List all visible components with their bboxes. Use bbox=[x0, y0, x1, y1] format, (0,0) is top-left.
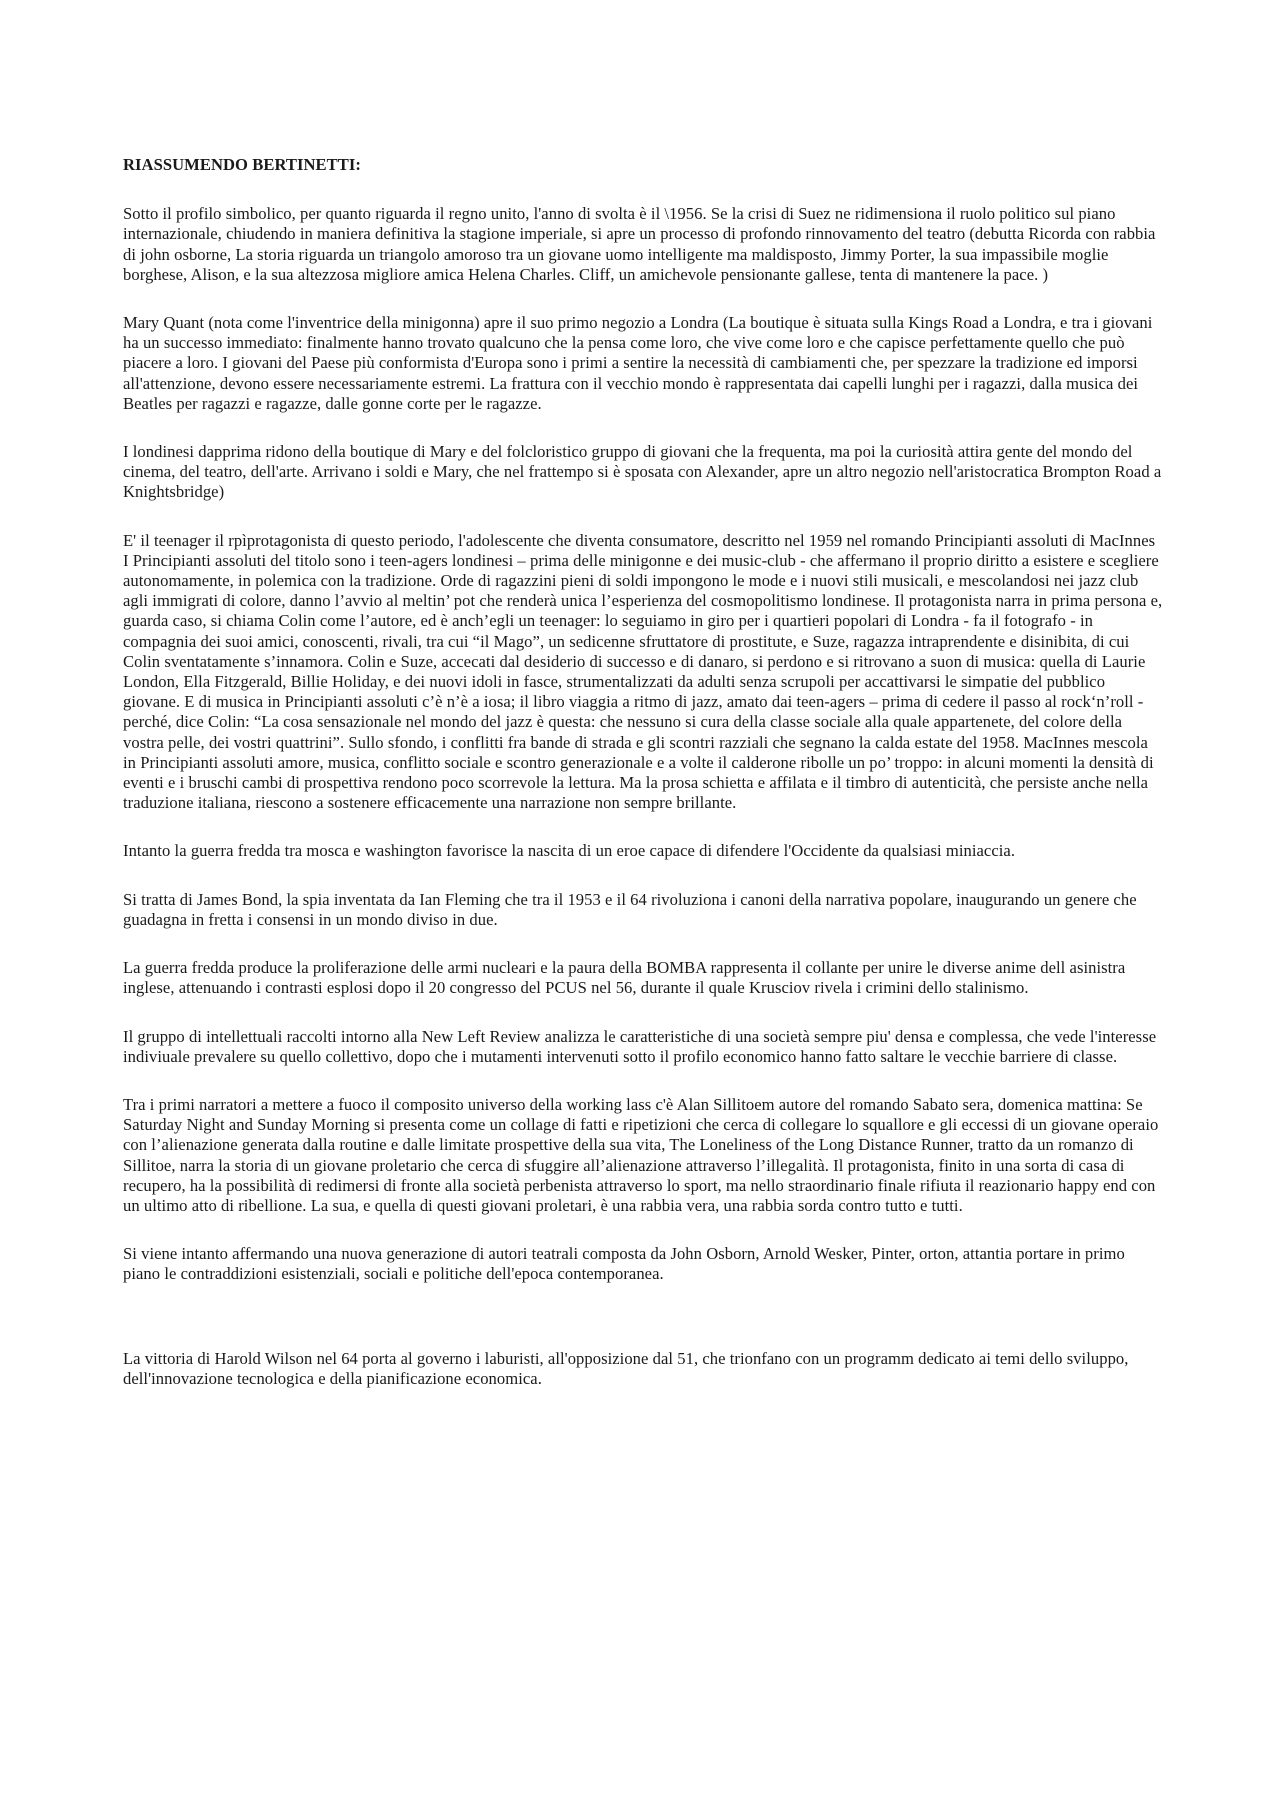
paragraph-new-left-review: Il gruppo di intellettuali raccolti intorno alla New Left Review analizza le caratteristiche di una società sempre piu' densa e complessa, che vede l'interesse indiviuale prevalere su quello collettivo, dopo che i mutamenti intervenuti sotto il profilo economico hanno fatto saltare le vecchie barriere di classe. bbox=[123, 1026, 1157, 1066]
paragraph-suez-1956: Sotto il profilo simbolico, per quanto riguarda il regno unito, l'anno di svolta è il \1956. Se la crisi di Suez ne ridimensiona il ruolo politico sul piano internazionale, chiudendo in maniera definitiva la stagione imperiale, si apre un processo di profondo rinnovamento del teatro (debutta Ricorda con rabbia di john osborne, La storia riguarda un triangolo amoroso tra un giovane uomo intelligente ma maldisposto, Jimmy Porter, la sua impassibile moglie borghese, Alison, e la sua altezzosa migliore amica Helena Charles. Cliff, un amichevole pensionante gallese, tenta di mantenere la pace. ) bbox=[123, 204, 1156, 284]
document-body bbox=[123, 155, 1163, 1417]
paragraph-guerra-fredda: Intanto la guerra fredda tra mosca e washington favorisce la nascita di un eroe capace di difendere l'Occidente da qualsiasi miniaccia. bbox=[123, 841, 1016, 861]
paragraph-harold-wilson: La vittoria di Harold Wilson nel 64 porta al governo i laburisti, all'opposizione dal 51, che trionfano con un programm dedicato ai temi dello sviluppo, dell'innovazione tecnologica e della pianificazione economica. bbox=[123, 1348, 1129, 1388]
paragraph-sillitoe: Tra i primi narratori a mettere a fuoco il composito universo della working lass c'è Alan Sillitoem autore del romando Sabato sera, domenica mattina: Se Saturday Night and Sunday Morning si presenta come un collage di fatti e ripetizioni che cerca di collegare lo squallore e gli eccessi di un giovane operaio con l’alienazione generata dalla routine e dalle limitate prospettive della sua vita, The Loneliness of the Long Distance Runner, tratto da un romanzo di Sillitoe, narra la storia di un giovane proletario che cerca di sfuggire all’alienazione attraverso l’illegalità. Il protagonista, finito in una sorta di casa di recupero, ha la possibilità di redimersi di fronte alla società perbenista attraverso lo sport, ma nello straordinario finale rifiuta il reazionario happy end con un ultimo atto di ribellione. La sua, e quella di questi giovani proletari, è una rabbia vera, una rabbia sorda contro tutto e tutti. bbox=[123, 1094, 1159, 1215]
paragraph-james-bond: Si tratta di James Bond, la spia inventata da Ian Fleming che tra il 1953 e il 64 rivoluziona i canoni della narrativa popolare, inaugurando un genere che guadagna in fretta i consensi in un mondo diviso in due. bbox=[123, 889, 1137, 929]
paragraph-londinesi: I londinesi dapprima ridono della boutique di Mary e del folcloristico gruppo di giovani che la frequenta, ma poi la curiosità attira gente del mondo del cinema, del teatro, dell'arte. Arrivano i soldi e Mary, che nel frattempo si è sposata con Alexander, apre un altro negozio nell'aristocratica Brompton Road a Knightsbridge) bbox=[123, 442, 1162, 502]
paragraph-mary-quant: Mary Quant (nota come l'inventrice della minigonna) apre il suo primo negozio a Londra (La boutique è situata sulla Kings Road a Londra, e tra i giovani ha un successo immediato: finalmente hanno trovato qualcuno che la pensa come loro, che vive come loro e che capisce perfettamente quello che può piacere a loro. I giovani del Paese più conformista d'Europa sono i primi a sentire la necessità di cambiamenti che, per spezzare la tradizione ed imporsi all'attenzione, devono essere necessariamente estremi. La frattura con il vecchio mondo è rappresentata dai capelli lunghi per i ragazzi, dalla musica dei Beatles per ragazzi e ragazze, dalle gonne corte per le ragazze. bbox=[123, 313, 1153, 413]
document-title: RIASSUMENDO BERTINETTI: bbox=[123, 155, 361, 174]
paragraph-teenager: E' il teenager il rpìprotagonista di questo periodo, l'adolescente che diventa consumatore, descritto nel 1959 nel romando Principianti assoluti di MacInnes I Principianti assoluti del titolo sono i teen-agers londinesi – prima delle minigonne e dei music-club - che affermano il proprio diritto a esistere e scegliere autonomamente, in polemica con la tradizione. Orde di ragazzini pieni di soldi impongono le mode e i nuovi stili musicali, e mescolandosi nei jazz club agli immigrati di colore, danno l’avvio al meltin’ pot che renderà unica l’esperienza del cosmopolitismo londinese. Il protagonista narra in prima persona e, guarda caso, si chiama Colin come l’autore, ed è anch’egli un teenager: lo seguiamo in giro per i quartieri popolari di Londra - fa il fotografo - in compagnia dei suoi amici, conoscenti, rivali, tra cui “il Mago”, un sedicenne sfruttatore di prostitute, e Suze, ragazza intraprendente e disinibita, di cui Colin sventatamente s’innamora. Colin e Suze, accecati dal desiderio di successo e di danaro, si perdono e si ritrovano a suon di musica: quella di Laurie London, Ella Fitzgerald, Billie Holiday, e dei nuovi idoli in fasce, strumentalizzati da adulti senza scrupoli per accattivarsi le simpatie del pubblico giovane. E di musica in Principianti assoluti c’è n’è a iosa; il libro viaggia a ritmo di jazz, amato dai teen-agers – prima di cedere il passo al rock‘n’roll - perché, dice Colin: “La cosa sensazionale nel mondo del jazz è questa: che nessuno si cura della classe sociale alla quale appartenete, del colore della vostra pelle, dei vostri quattrini”. Sullo sfondo, i conflitti fra bande di strada e gli scontri razziali che segnano la calda estate del 1958. MacInnes mescola in Principianti assoluti amore, musica, conflitto sociale e scontro generazionale e a volte il calderone ribolle un po’ troppo: in alcuni momenti la densità di eventi e i bruschi cambi di prospettiva rendono poco scorrevole la lettura. Ma la prosa schietta e affilata e il timbro di autenticità, che persiste anche nella traduzione italiana, riescono a sostenere efficacemente una narrazione non sempre brillante. bbox=[123, 530, 1163, 813]
paragraph-bomba: La guerra fredda produce la proliferazione delle armi nucleari e la paura della BOMBA rappresenta il collante per unire le diverse anime dell asinistra inglese, attenuando i contrasti esplosi dopo il 20 congresso del PCUS nel 56, durante il quale Krusciov rivela i crimini dello stalinismo. bbox=[123, 958, 1126, 998]
paragraph-autori-teatrali: Si viene intanto affermando una nuova generazione di autori teatrali composta da John Osborn, Arnold Wesker, Pinter, orton, attantia portare in primo piano le contraddizioni esistenziali, sociali e politiche dell'epoca contemporanea. bbox=[123, 1244, 1125, 1284]
